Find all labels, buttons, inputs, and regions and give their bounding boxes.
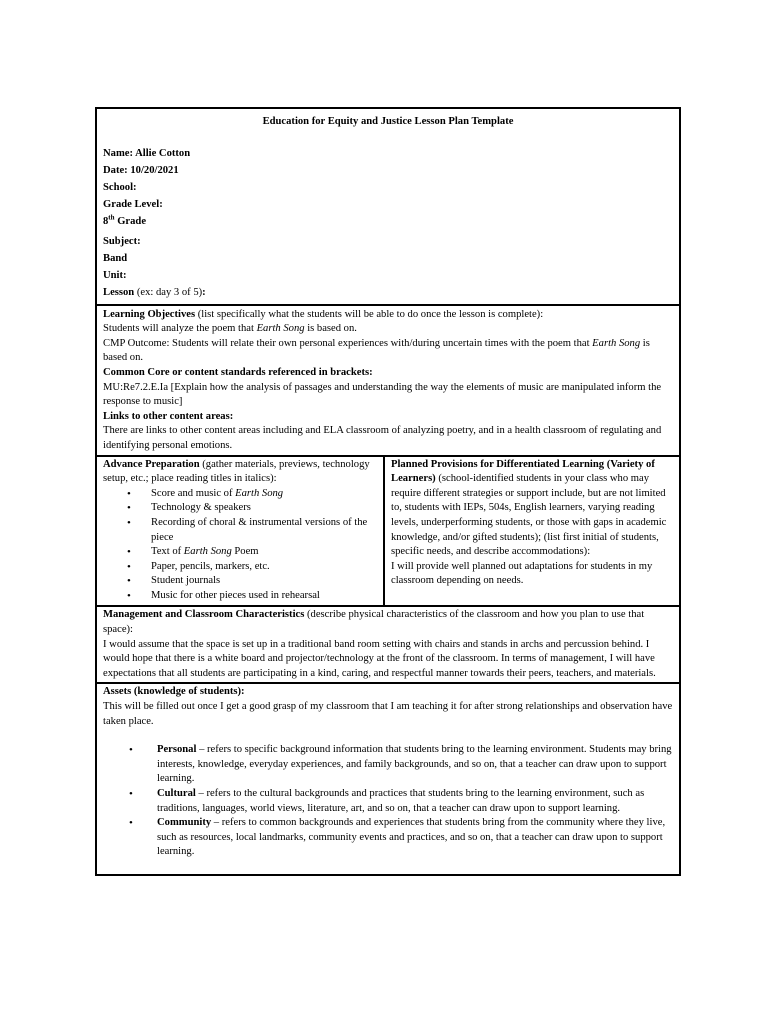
list-item bbox=[151, 545, 377, 560]
name-value: Allie Cotton bbox=[135, 147, 191, 159]
asset-term: Personal bbox=[157, 744, 197, 756]
assets-section bbox=[97, 684, 679, 874]
item-text: Technology & speakers bbox=[151, 502, 251, 514]
subject-line bbox=[103, 233, 673, 250]
asset-description: – refers to common backgrounds and experiences that students bring from the community where they live, such as resources, local landmarks, community events and practices, and so on, that a teacher can draw upon to support learning. bbox=[157, 817, 666, 858]
objective-1 bbox=[103, 322, 673, 337]
management-hint: (describe physical characteristics of the classroom and how you plan to use that space): bbox=[103, 609, 645, 636]
date-label: Date: bbox=[103, 164, 128, 176]
standards-heading: Common Core or content standards referenced in brackets: bbox=[103, 366, 373, 378]
lesson-label: Lesson bbox=[103, 286, 135, 298]
grade-value-suffix: th bbox=[108, 213, 115, 222]
item-text: Recording of choral & instrumental versions of the piece bbox=[151, 516, 368, 543]
school-label: School: bbox=[103, 181, 137, 193]
school-line bbox=[103, 179, 673, 196]
links-heading: Links to other content areas: bbox=[103, 410, 234, 422]
asset-term: Cultural bbox=[157, 788, 196, 799]
asset-term: Community bbox=[157, 817, 212, 829]
objective-2-text-b: is based on. bbox=[103, 337, 650, 364]
asset-description: – refers to specific background information that students bring to the learning environment. Students may bring interests, knowledge, everyday experiences, and family backgrounds, and so on, that a teacher can draw upon to support learning. bbox=[157, 744, 672, 785]
advance-heading: Advance Preparation bbox=[103, 458, 200, 470]
assets-text: This will be filled out once I get a good grasp of my classroom that I am teaching it for after strong relationships and observation have taken place. bbox=[103, 701, 673, 727]
unit-label: Unit: bbox=[103, 269, 127, 281]
item-title: Earth Song bbox=[235, 487, 284, 499]
item-title: Earth Song bbox=[183, 546, 232, 558]
item-text: Student journals bbox=[151, 575, 221, 587]
links-text: There are links to other content areas including and ELA classroom of analyzing poetry, and in a health classroom of regulating and identifying personal emotions. bbox=[103, 425, 662, 451]
advance-heading-line bbox=[103, 458, 377, 487]
lesson-line bbox=[103, 284, 673, 301]
assets-heading: Assets (knowledge of students): bbox=[103, 686, 245, 698]
item-text: Text of bbox=[151, 546, 184, 558]
objective-1-text-b: is based on. bbox=[304, 323, 357, 335]
preparation-row bbox=[97, 457, 679, 608]
date-line bbox=[103, 162, 673, 179]
objective-1-text-a: Students will analyze the poem that bbox=[103, 323, 257, 335]
materials-list bbox=[103, 487, 377, 604]
advance-preparation-cell bbox=[97, 457, 385, 606]
differentiated-heading-line bbox=[391, 458, 673, 560]
objectives-section bbox=[97, 306, 679, 457]
objectives-heading: Learning Objectives bbox=[103, 308, 196, 320]
assets-list bbox=[103, 743, 673, 860]
item-text: Music for other pieces used in rehearsal bbox=[151, 589, 320, 601]
objective-2-text-a: CMP Outcome: Students will relate their own personal experiences with/during uncertain times with the poem that bbox=[103, 337, 593, 349]
item-text: Score and music of bbox=[151, 487, 236, 499]
management-heading-line bbox=[103, 608, 673, 637]
grade-value-word: Grade bbox=[117, 215, 147, 227]
list-item bbox=[151, 487, 377, 502]
list-item bbox=[151, 560, 377, 575]
list-item bbox=[151, 589, 377, 604]
list-item bbox=[157, 787, 673, 816]
list-item bbox=[151, 574, 377, 589]
standards-text: MU:Re7.2.E.Ia [Explain how the analysis of passages and understanding the way the elements of music are manipulated inform the response to music] bbox=[103, 381, 662, 408]
name-label: Name: bbox=[103, 147, 134, 159]
grade-level-line bbox=[103, 196, 673, 213]
differentiated-text: I will provide well planned out adaptations for students in my classroom depending on needs. bbox=[391, 560, 653, 587]
list-item bbox=[151, 516, 377, 545]
list-item bbox=[157, 816, 673, 860]
lesson-hint: (ex: day 3 of 5) bbox=[136, 286, 203, 298]
document-title: Education for Equity and Justice Lesson Plan Template bbox=[262, 116, 514, 127]
grade-level-label: Grade Level: bbox=[103, 198, 163, 210]
item-text: Paper, pencils, markers, etc. bbox=[151, 560, 270, 572]
grade-value-line bbox=[103, 213, 673, 230]
subject-value-line bbox=[103, 250, 673, 267]
grade-value-number: 8 bbox=[103, 215, 109, 227]
subject-value: Band bbox=[103, 252, 128, 264]
list-item bbox=[157, 743, 673, 787]
objectives-heading-line bbox=[103, 308, 673, 323]
differentiated-hint: (school-identified students in your class who may require different strategies or support include, but are not limited to, students with IEPs, 504s, English learners, varying reading levels, underperforming students, or those with gaps in academic knowledge, and/or gifted students); (list first initial of students, specific needs, and describe accommodations): bbox=[391, 473, 667, 558]
unit-line bbox=[103, 267, 673, 284]
management-heading: Management and Classroom Characteristics bbox=[103, 609, 305, 621]
differentiated-learning-cell bbox=[385, 457, 679, 606]
name-line bbox=[103, 145, 673, 162]
objectives-hint: (list specifically what the students will be able to do once the lesson is complete): bbox=[197, 308, 544, 320]
list-item bbox=[151, 501, 377, 516]
objective-2 bbox=[103, 337, 673, 366]
header-section bbox=[97, 109, 679, 306]
differentiated-heading: Planned Provisions for Differentiated Learning (Variety of Learners) bbox=[391, 458, 655, 485]
asset-description: – refers to the cultural backgrounds and practices that students bring to the learning environment, such as traditions, languages, world views, literature, art, and so on, that a teacher can draw upon to support learning. bbox=[157, 788, 645, 814]
date-value: 10/20/2021 bbox=[130, 164, 179, 176]
objective-1-title: Earth Song bbox=[256, 323, 305, 335]
management-section bbox=[97, 607, 679, 684]
advance-hint: (gather materials, previews, technology setup, etc.; place reading titles in italics): bbox=[103, 458, 370, 485]
lesson-colon: : bbox=[202, 286, 206, 298]
management-text: I would assume that the space is set up in a traditional band room setting with chairs and stands in archs and percussion behind. I would hope that there is a white board and projector/technology at the front of the classroom. In terms of management, I will have expectations that all students are participating in a kind, caring, and respectful manner towards their peers, teachers, and materials. bbox=[103, 638, 656, 679]
item-text-end: Poem bbox=[231, 546, 259, 558]
subject-label: Subject: bbox=[103, 235, 141, 247]
objective-2-title: Earth Song bbox=[592, 337, 641, 349]
lesson-plan-table bbox=[95, 107, 681, 876]
